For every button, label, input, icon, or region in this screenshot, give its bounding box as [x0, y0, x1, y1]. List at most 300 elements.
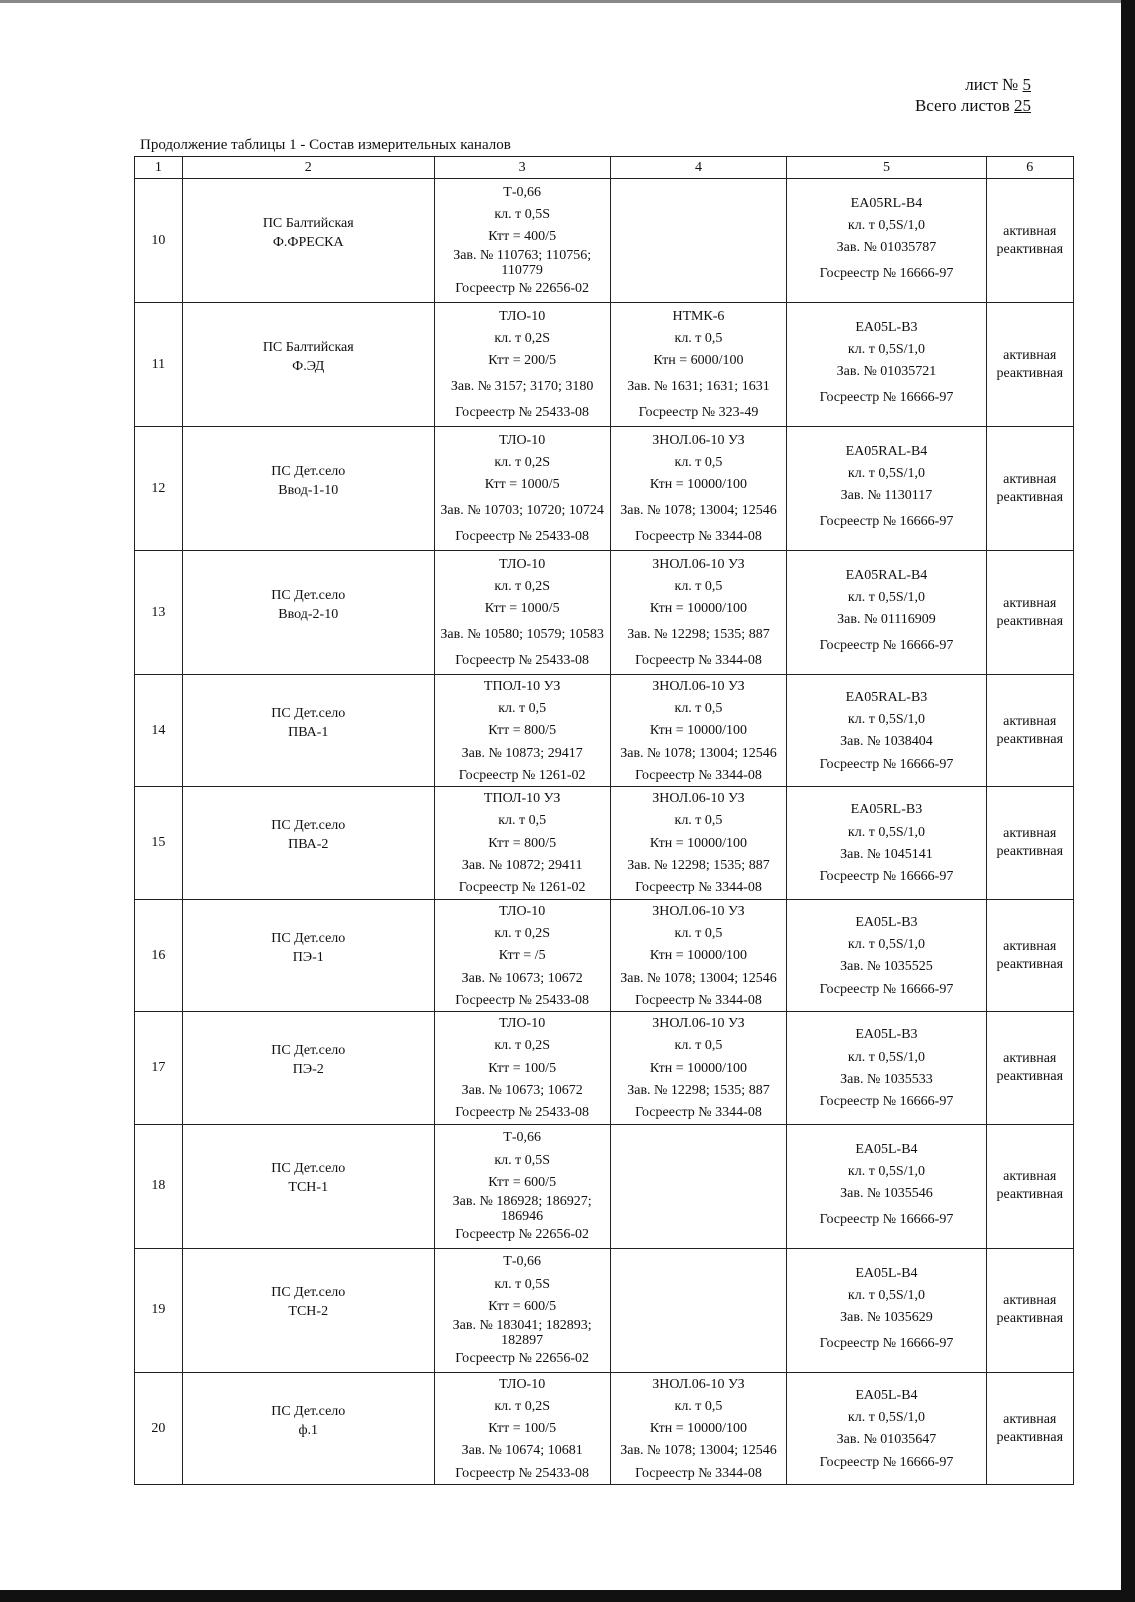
object-name-cell: [182, 1012, 434, 1124]
header-row: [135, 157, 1074, 179]
voltage-transformer-cell: [610, 787, 787, 899]
row-number: 17: [135, 1012, 183, 1124]
current-transformer-cell: [434, 1012, 610, 1124]
tt-lines: [437, 1127, 608, 1246]
object-name-line: ПС Дет.село: [271, 705, 346, 721]
object-name-line: ПС Дет.село: [271, 818, 346, 834]
object-name-line: ПС Дет.село: [271, 463, 346, 479]
meter-line: Зав. № 1035533: [840, 1071, 933, 1087]
meter-cell: [787, 1372, 986, 1484]
meter-line: кл. т 0,5S/1,0: [847, 1049, 925, 1065]
energy-type: реактивная: [996, 731, 1064, 747]
total-number: 25: [1014, 96, 1031, 115]
energy-type: активная: [1003, 223, 1057, 239]
tt-line: ТЛО-10: [499, 556, 546, 572]
object-name-cell: [182, 303, 434, 427]
meter-cell: [787, 899, 986, 1011]
tt-line: ТПОЛ-10 УЗ: [483, 678, 561, 694]
energy-types: [989, 471, 1071, 507]
energy-type: активная: [1003, 713, 1057, 729]
tt-line: Зав. № 10673; 10672: [461, 970, 583, 986]
object-name: [185, 462, 432, 500]
table-row: [135, 1124, 1074, 1248]
tt-line: ТЛО-10: [499, 308, 546, 324]
energy-types: [989, 1292, 1071, 1328]
tt-line: Зав. № 10673; 10672: [461, 1082, 583, 1098]
table-row: [135, 179, 1074, 303]
voltage-transformer-cell: [610, 303, 787, 427]
tn-line: Госреестр № 3344-08: [635, 529, 762, 545]
sheet-number: 5: [1022, 75, 1031, 94]
energy-type: реактивная: [996, 1311, 1064, 1327]
meter-cell: [787, 787, 986, 899]
tt-line: Госреестр № 22656-02: [455, 281, 590, 297]
tt-lines: [437, 181, 608, 300]
tn-line: Ктн = 6000/100: [653, 353, 744, 369]
voltage-transformer-cell: [610, 427, 787, 551]
column-header: 1: [135, 157, 183, 179]
meter-lines: [789, 1262, 983, 1359]
table-row: [135, 303, 1074, 427]
object-name-cell: [182, 1372, 434, 1484]
object-name-line: ПС Дет.село: [271, 1043, 346, 1059]
tt-line: кл. т 0,5: [498, 700, 547, 716]
energy-type: реактивная: [996, 613, 1064, 629]
tn-line: Ктн = 10000/100: [649, 835, 748, 851]
object-name: [185, 1283, 432, 1321]
energy-types: [989, 223, 1071, 259]
tn-line: ЗНОЛ.06-10 УЗ: [652, 1376, 745, 1392]
object-name-line: ПС Дет.село: [271, 930, 346, 946]
tn-line: кл. т 0,5: [674, 578, 723, 594]
object-name-line: Ввод-1-10: [278, 482, 339, 498]
energy-type-cell: [986, 303, 1073, 427]
energy-type: реактивная: [996, 956, 1064, 972]
tt-line: Ктт = 1000/5: [484, 477, 560, 493]
row-number: 12: [135, 427, 183, 551]
meter-line: Госреестр № 16666-97: [819, 390, 954, 406]
energy-type: активная: [1003, 1169, 1057, 1185]
meter-line: Госреестр № 16666-97: [819, 869, 954, 885]
meter-line: кл. т 0,5S/1,0: [847, 712, 925, 728]
meter-line: EA05RL-B4: [850, 195, 923, 211]
tn-line: Ктн = 10000/100: [649, 601, 748, 617]
tt-line: Госреестр № 25433-08: [455, 653, 590, 669]
energy-type: реактивная: [996, 365, 1064, 381]
meter-line: кл. т 0,5S/1,0: [847, 465, 925, 481]
tn-lines: [613, 1012, 785, 1123]
energy-type-cell: [986, 1012, 1073, 1124]
meter-line: EA05RAL-B3: [845, 689, 928, 705]
table-row: [135, 1248, 1074, 1372]
table-row: [135, 899, 1074, 1011]
current-transformer-cell: [434, 1124, 610, 1248]
energy-types: [989, 825, 1071, 861]
tt-lines: [437, 787, 608, 898]
energy-types: [989, 713, 1071, 749]
voltage-transformer-cell: [610, 675, 787, 787]
energy-type: активная: [1003, 595, 1057, 611]
column-header: 3: [434, 157, 610, 179]
meter-line: Госреестр № 16666-97: [819, 638, 954, 654]
object-name-line: ПС Балтийская: [262, 215, 354, 231]
meter-lines: [789, 911, 983, 1000]
tn-line: кл. т 0,5: [674, 454, 723, 470]
object-name-line: ПС Дет.село: [271, 1403, 346, 1419]
tn-line: кл. т 0,5: [674, 925, 723, 941]
tn-line: Зав. № 12298; 1535; 887: [627, 627, 770, 643]
tt-line: Ктт = 600/5: [488, 1175, 557, 1191]
tn-line: Госреестр № 3344-08: [635, 992, 762, 1008]
tt-line: Зав. № 10873; 29417: [461, 745, 583, 761]
object-name-line: ПС Балтийская: [262, 339, 354, 355]
tn-line: ЗНОЛ.06-10 УЗ: [652, 432, 745, 448]
tn-line: Ктн = 10000/100: [649, 477, 748, 493]
tt-lines: [437, 1251, 608, 1370]
meter-lines: [789, 440, 983, 537]
energy-type: реактивная: [996, 844, 1064, 860]
tn-line: кл. т 0,5: [674, 700, 723, 716]
voltage-transformer-cell: [610, 551, 787, 675]
tt-line: ТЛО-10: [499, 1376, 546, 1392]
object-name-line: ф.1: [298, 1422, 319, 1438]
tt-line: кл. т 0,2S: [494, 1398, 551, 1414]
tn-line: Госреестр № 323-49: [638, 405, 759, 421]
total-sheets-line: [915, 95, 1031, 116]
energy-types: [989, 1168, 1071, 1204]
current-transformer-cell: [434, 179, 610, 303]
tt-line: ТПОЛ-10 УЗ: [483, 791, 561, 807]
voltage-transformer-cell: [610, 1124, 787, 1248]
table-row: [135, 787, 1074, 899]
current-transformer-cell: [434, 1248, 610, 1372]
object-name: [185, 214, 432, 252]
tt-line: Зав. № 10872; 29411: [461, 858, 583, 874]
voltage-transformer-cell: [610, 1372, 787, 1484]
meter-line: Зав. № 1130117: [840, 488, 933, 504]
tt-lines: [437, 429, 608, 548]
object-name: [185, 1041, 432, 1079]
meter-line: EA05RAL-B4: [845, 567, 928, 583]
meter-cell: [787, 1248, 986, 1372]
tt-line: Ктт = 100/5: [488, 1060, 557, 1076]
energy-type: активная: [1003, 1411, 1057, 1427]
tt-line: Ктт = 800/5: [488, 835, 557, 851]
tt-line: Т-0,66: [503, 1254, 542, 1270]
meter-lines: [789, 799, 983, 888]
energy-type: активная: [1003, 471, 1057, 487]
meter-line: кл. т 0,5S/1,0: [847, 341, 925, 357]
tn-line: кл. т 0,5: [674, 330, 723, 346]
object-name-cell: [182, 1248, 434, 1372]
meter-line: EA05L-B3: [855, 1027, 918, 1043]
object-name: [185, 704, 432, 742]
tt-lines: [437, 1012, 608, 1123]
tt-line: ТЛО-10: [499, 432, 546, 448]
tt-line: ТЛО-10: [499, 1016, 546, 1032]
tn-line: кл. т 0,5: [674, 1038, 723, 1054]
energy-type-cell: [986, 899, 1073, 1011]
tn-line: кл. т 0,5: [674, 813, 723, 829]
table-row: [135, 427, 1074, 551]
object-name-cell: [182, 427, 434, 551]
meter-lines: [789, 192, 983, 289]
table-row: [135, 1012, 1074, 1124]
object-name: [185, 586, 432, 624]
object-name-line: ПС Дет.село: [271, 1161, 346, 1177]
table-caption: Продолжение таблицы 1 - Состав измерительных каналов: [140, 137, 511, 153]
row-number: 10: [135, 179, 183, 303]
tn-line: Госреестр № 3344-08: [635, 767, 762, 783]
current-transformer-cell: [434, 427, 610, 551]
column-header: 2: [182, 157, 434, 179]
tt-line: Госреестр № 22656-02: [455, 1227, 590, 1243]
meter-line: Зав. № 1045141: [840, 846, 933, 862]
meter-line: Зав. № 1035629: [840, 1310, 933, 1326]
tn-line: ЗНОЛ.06-10 УЗ: [652, 1016, 745, 1032]
row-number: 18: [135, 1124, 183, 1248]
column-header: 5: [787, 157, 986, 179]
tn-line: кл. т 0,5: [674, 1398, 723, 1414]
meter-line: EA05L-B3: [855, 319, 918, 335]
energy-type: реактивная: [996, 1069, 1064, 1085]
energy-type: активная: [1003, 1051, 1057, 1067]
sheet-label: лист №: [965, 75, 1019, 94]
object-name-cell: [182, 899, 434, 1011]
tn-lines: [613, 553, 785, 672]
energy-types: [989, 1411, 1071, 1447]
object-name-line: Ф.ЭД: [292, 358, 325, 374]
meter-line: кл. т 0,5S/1,0: [847, 1163, 925, 1179]
tt-line: кл. т 0,5S: [494, 206, 551, 222]
meter-line: кл. т 0,5S/1,0: [847, 589, 925, 605]
tt-line: Т-0,66: [503, 1130, 542, 1146]
meter-line: Зав. № 01116909: [837, 612, 936, 628]
meter-lines: [789, 1138, 983, 1235]
energy-type: реактивная: [996, 489, 1064, 505]
energy-type-cell: [986, 1248, 1073, 1372]
meter-line: кл. т 0,5S/1,0: [847, 1410, 925, 1426]
current-transformer-cell: [434, 1372, 610, 1484]
scan-top-border: [0, 0, 1135, 3]
meter-lines: [789, 686, 983, 775]
tt-line: кл. т 0,2S: [494, 1038, 551, 1054]
tn-line: Госреестр № 3344-08: [635, 653, 762, 669]
tt-lines: [437, 675, 608, 786]
meter-line: EA05L-B4: [855, 1387, 918, 1403]
meter-line: Зав. № 1038404: [840, 734, 933, 750]
object-name-line: Ввод-2-10: [278, 606, 339, 622]
meter-lines: [789, 564, 983, 661]
tt-line: ТЛО-10: [499, 903, 546, 919]
column-header: 6: [986, 157, 1073, 179]
tt-line: Зав. № 10703; 10720; 10724: [440, 503, 604, 519]
tn-line: ЗНОЛ.06-10 УЗ: [652, 678, 745, 694]
energy-types: [989, 938, 1071, 974]
object-name-line: Ф.ФРЕСКА: [272, 234, 344, 250]
tn-lines: [613, 787, 785, 898]
energy-type-cell: [986, 1372, 1073, 1484]
voltage-transformer-cell: [610, 1248, 787, 1372]
sheet-info: [915, 74, 1031, 116]
tt-line: Ктт = 100/5: [488, 1421, 557, 1437]
tt-line: Зав. № 10674; 10681: [461, 1443, 583, 1459]
tn-line: Зав. № 12298; 1535; 887: [627, 858, 770, 874]
energy-types: [989, 1050, 1071, 1086]
column-header: 4: [610, 157, 787, 179]
tt-lines: [437, 1373, 608, 1484]
tn-lines: [613, 429, 785, 548]
meter-line: Госреестр № 16666-97: [819, 1212, 954, 1228]
tt-line: кл. т 0,5: [498, 813, 547, 829]
object-name-cell: [182, 787, 434, 899]
row-number: 11: [135, 303, 183, 427]
meter-line: EA05RL-B3: [850, 802, 923, 818]
tt-line: Ктт = 800/5: [488, 723, 557, 739]
meter-line: кл. т 0,5S/1,0: [847, 937, 925, 953]
tt-line: Ктт = 400/5: [488, 229, 557, 245]
tt-line: Госреестр № 25433-08: [455, 529, 590, 545]
tn-lines: [613, 305, 785, 424]
current-transformer-cell: [434, 303, 610, 427]
tt-line: Зав. № 10580; 10579; 10583: [440, 627, 604, 643]
sheet-number-line: [915, 74, 1031, 95]
tt-line: Зав. № 3157; 3170; 3180: [450, 379, 594, 395]
voltage-transformer-cell: [610, 899, 787, 1011]
tt-line: кл. т 0,2S: [494, 454, 551, 470]
tn-line: ЗНОЛ.06-10 УЗ: [652, 556, 745, 572]
total-label: Всего листов: [914, 96, 1010, 115]
row-number: 16: [135, 899, 183, 1011]
object-name-line: ПЭ-2: [292, 1062, 324, 1078]
tt-line: Госреестр № 25433-08: [455, 1105, 590, 1121]
tt-line: Госреестр № 1261-02: [458, 767, 586, 783]
energy-type: реактивная: [996, 1429, 1064, 1445]
energy-types: [989, 595, 1071, 631]
meter-line: Госреестр № 16666-97: [819, 756, 954, 772]
meter-cell: [787, 427, 986, 551]
object-name-line: ПС Дет.село: [271, 1285, 346, 1301]
object-name-line: ТСН-1: [288, 1180, 329, 1196]
tn-line: Ктн = 10000/100: [649, 1060, 748, 1076]
meter-line: Зав. № 01035721: [836, 364, 937, 380]
meter-line: Зав. № 1035546: [840, 1186, 933, 1202]
object-name: [185, 816, 432, 854]
tt-line: кл. т 0,2S: [494, 578, 551, 594]
object-name: [185, 1402, 432, 1440]
meter-lines: [789, 316, 983, 413]
tn-line: Госреестр № 3344-08: [635, 1105, 762, 1121]
object-name-line: ПВА-1: [288, 724, 329, 740]
tn-line: Зав. № 1078; 13004; 12546: [620, 1443, 777, 1459]
tn-line: Ктн = 10000/100: [649, 1421, 748, 1437]
energy-type: активная: [1003, 347, 1057, 363]
scan-right-edge: [1121, 0, 1135, 1602]
meter-line: Госреестр № 16666-97: [819, 1336, 954, 1352]
energy-type: реактивная: [996, 1187, 1064, 1203]
tt-line: Зав. № 186928; 186927; 186946: [452, 1193, 592, 1224]
tt-line: кл. т 0,5S: [494, 1276, 551, 1292]
scan-bottom-edge: [0, 1590, 1135, 1602]
tn-line: ЗНОЛ.06-10 УЗ: [652, 791, 745, 807]
row-number: 14: [135, 675, 183, 787]
energy-type: активная: [1003, 1293, 1057, 1309]
tn-line: Госреестр № 3344-08: [635, 880, 762, 896]
meter-cell: [787, 675, 986, 787]
object-name-cell: [182, 675, 434, 787]
tt-lines: [437, 553, 608, 672]
meter-line: EA05L-B4: [855, 1265, 918, 1281]
tn-line: Ктн = 10000/100: [649, 948, 748, 964]
energy-types: [989, 347, 1071, 383]
meter-line: кл. т 0,5S/1,0: [847, 1287, 925, 1303]
tt-line: Госреестр № 25433-08: [455, 1465, 590, 1481]
meter-line: Зав. № 01035647: [836, 1432, 937, 1448]
row-number: 13: [135, 551, 183, 675]
measurement-channels-table: [134, 156, 1074, 1485]
energy-type-cell: [986, 675, 1073, 787]
meter-line: Госреестр № 16666-97: [819, 514, 954, 530]
tt-line: кл. т 0,2S: [494, 330, 551, 346]
energy-type-cell: [986, 551, 1073, 675]
tt-line: кл. т 0,2S: [494, 925, 551, 941]
tn-line: Зав. № 1078; 13004; 12546: [620, 745, 777, 761]
energy-type-cell: [986, 179, 1073, 303]
object-name: [185, 1159, 432, 1197]
meter-lines: [789, 1024, 983, 1113]
object-name: [185, 338, 432, 376]
tn-line: Госреестр № 3344-08: [635, 1465, 762, 1481]
object-name-cell: [182, 1124, 434, 1248]
tt-line: Госреестр № 25433-08: [455, 405, 590, 421]
current-transformer-cell: [434, 675, 610, 787]
object-name-line: ПВА-2: [288, 837, 329, 853]
tt-line: Госреестр № 1261-02: [458, 880, 586, 896]
table-row: [135, 551, 1074, 675]
energy-type: активная: [1003, 826, 1057, 842]
meter-cell: [787, 179, 986, 303]
tt-line: Ктт = /5: [498, 948, 546, 964]
tn-line: Зав. № 1078; 13004; 12546: [620, 503, 777, 519]
current-transformer-cell: [434, 551, 610, 675]
tt-lines: [437, 900, 608, 1011]
tt-lines: [437, 305, 608, 424]
current-transformer-cell: [434, 899, 610, 1011]
tt-line: Ктт = 1000/5: [484, 601, 560, 617]
object-name: [185, 929, 432, 967]
meter-line: EA05L-B3: [855, 914, 918, 930]
meter-cell: [787, 303, 986, 427]
table-row: [135, 1372, 1074, 1484]
tn-line: НТМК-6: [672, 308, 725, 324]
tt-line: Т-0,66: [503, 184, 542, 200]
meter-line: Зав. № 1035525: [840, 959, 933, 975]
meter-line: EA05RAL-B4: [845, 443, 928, 459]
tn-lines: [613, 1373, 785, 1484]
tn-line: Ктн = 10000/100: [649, 723, 748, 739]
meter-lines: [789, 1384, 983, 1473]
object-name-line: ПС Дет.село: [271, 587, 346, 603]
voltage-transformer-cell: [610, 179, 787, 303]
meter-line: кл. т 0,5S/1,0: [847, 217, 925, 233]
meter-line: EA05L-B4: [855, 1141, 918, 1157]
tn-lines: [613, 675, 785, 786]
meter-line: Зав. № 01035787: [836, 240, 937, 256]
row-number: 20: [135, 1372, 183, 1484]
tt-line: Ктт = 200/5: [488, 353, 557, 369]
tn-line: Зав. № 1631; 1631; 1631: [627, 379, 770, 395]
energy-type-cell: [986, 787, 1073, 899]
